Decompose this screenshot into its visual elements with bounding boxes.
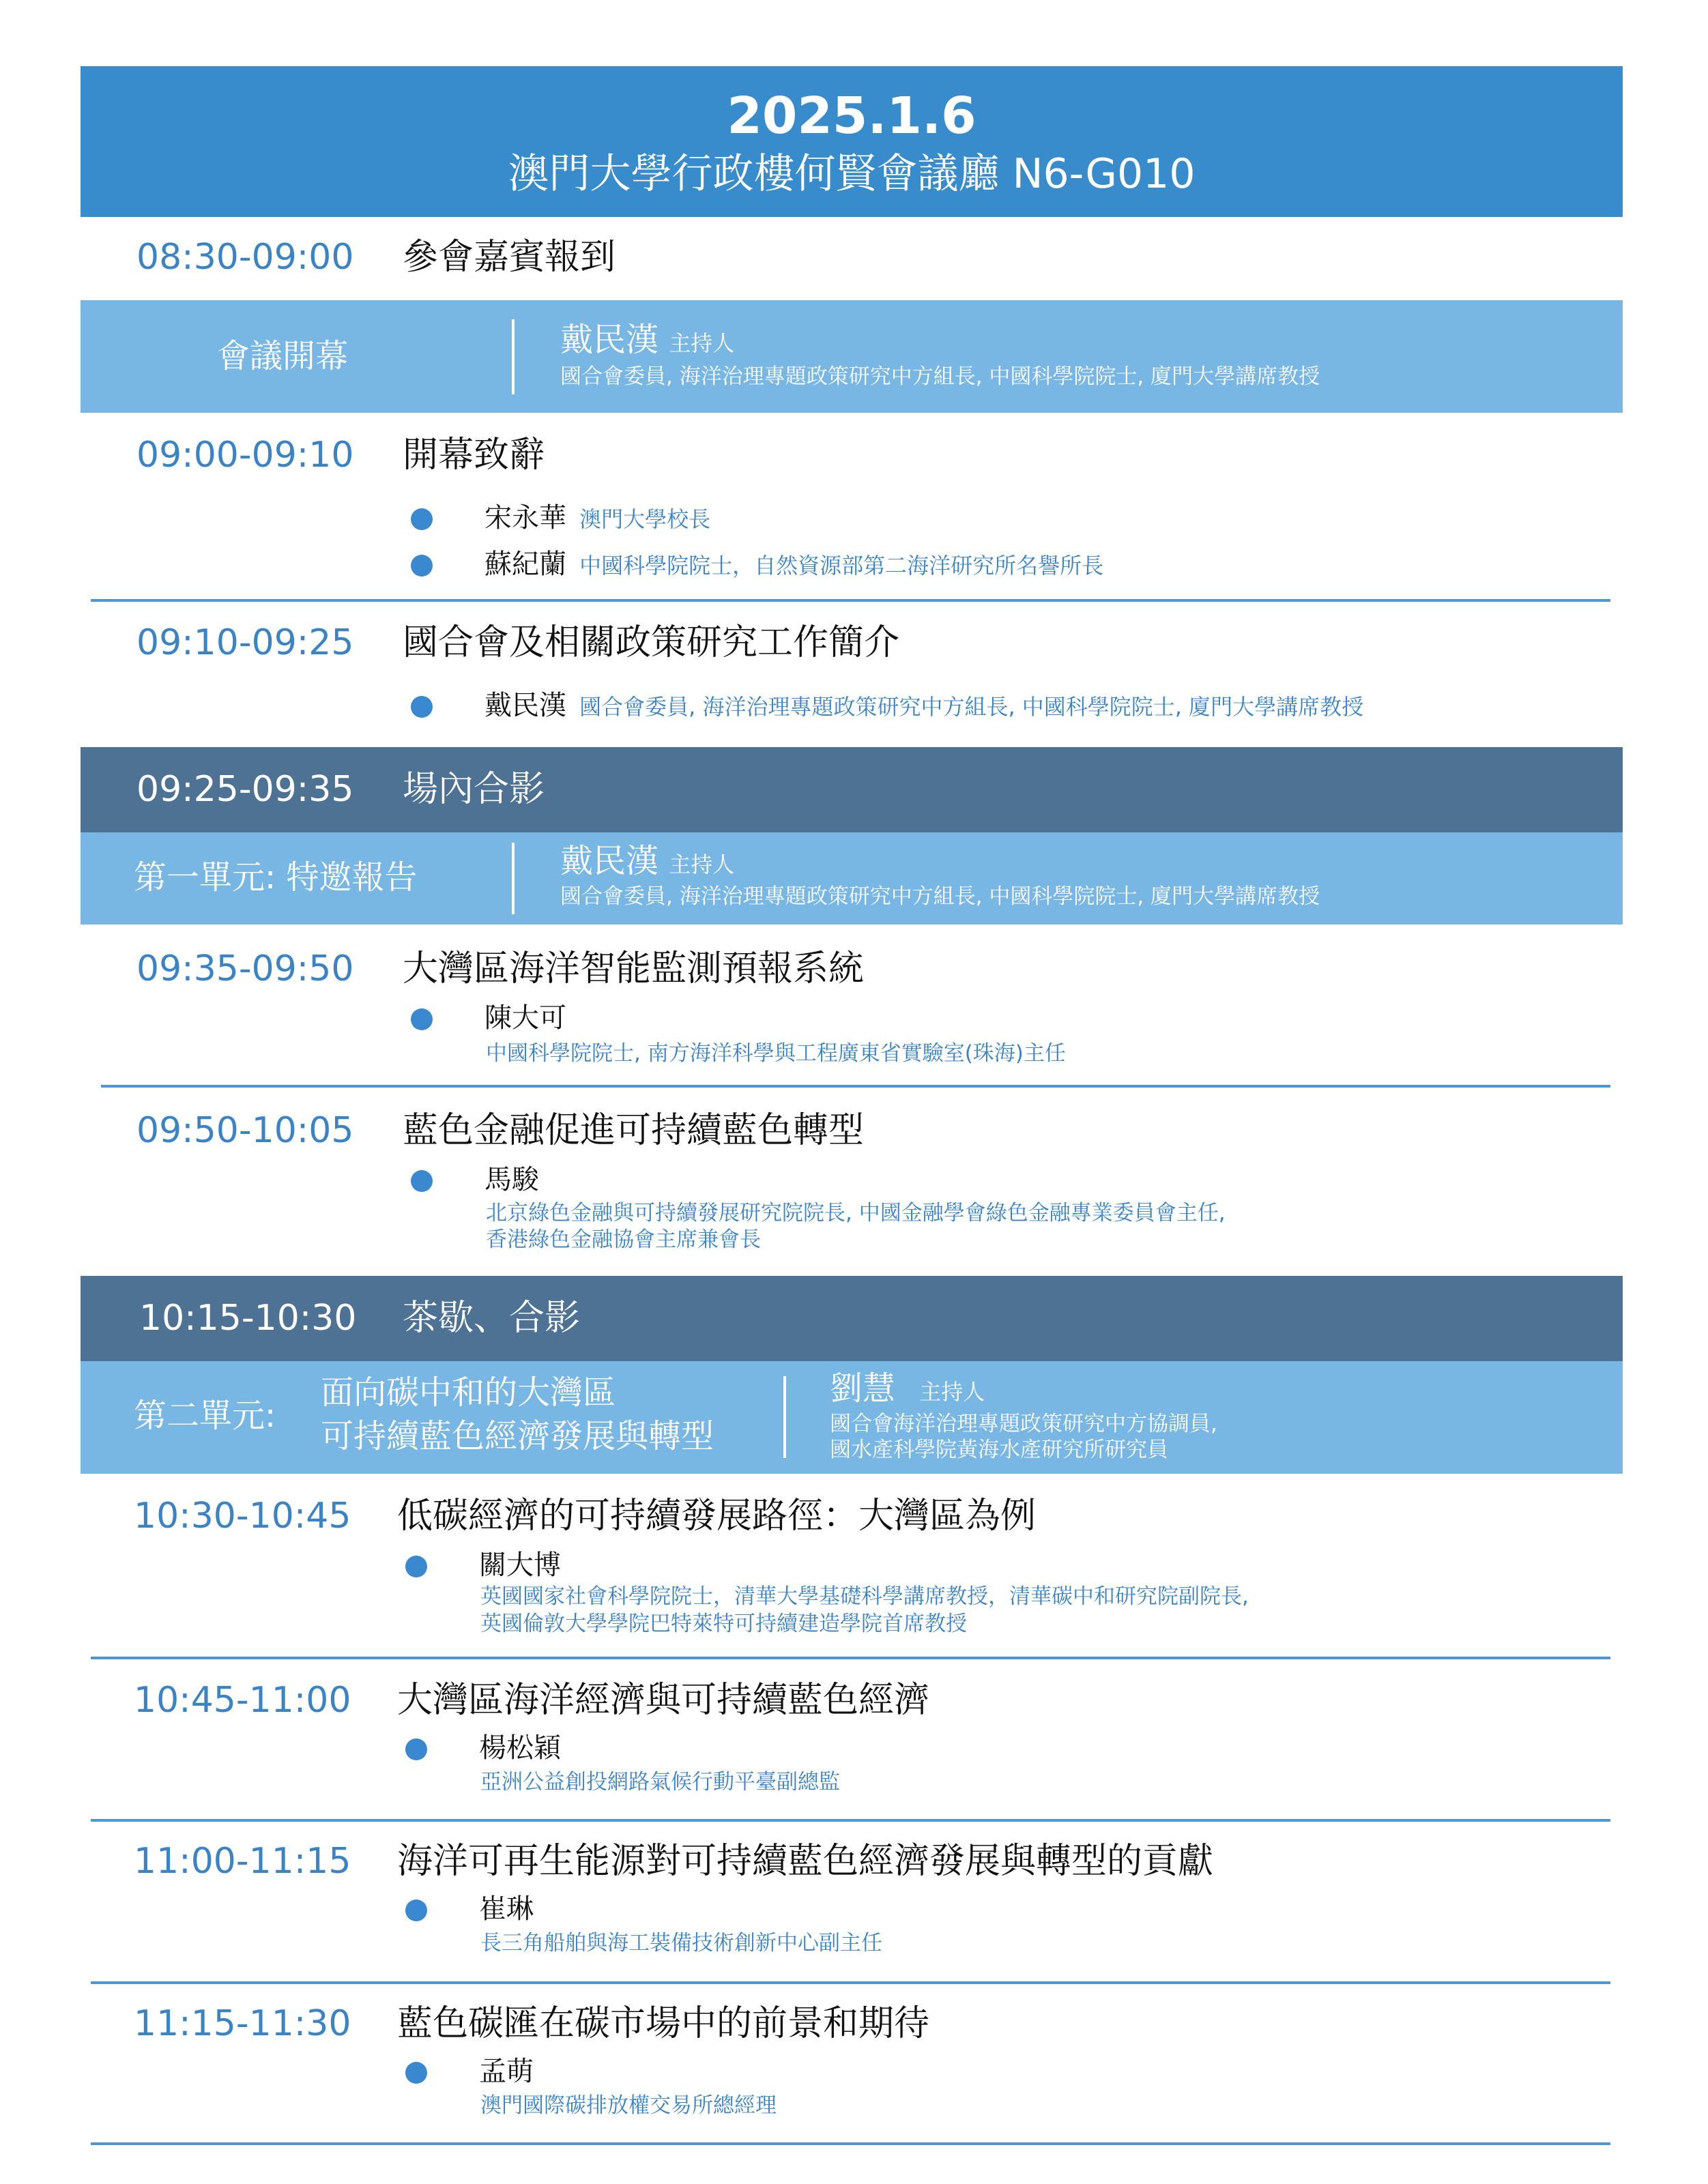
- separator-line: [91, 1657, 1610, 1659]
- unit2-label: 第二單元:: [134, 1397, 276, 1435]
- speaker-affiliation: 中國科學院院士, 南方海洋科學與工程廣東省實驗室(珠海)主任: [486, 1041, 1066, 1066]
- host-affiliation: 國合會委員, 海洋治理專題政策研究中方組長, 中國科學院院士, 廈門大學講席教授: [560, 884, 1320, 909]
- talk4-title: 大灣區海洋經濟與可持續藍色經濟: [397, 1680, 930, 1721]
- host-role: 主持人: [669, 851, 735, 877]
- speaker-affiliation: 中國科學院院士，自然資源部第二海洋研究所名譽所長: [579, 553, 1104, 579]
- photo-break-band: [81, 747, 1623, 832]
- bullet-icon: [405, 1556, 427, 1577]
- host-role: 主持人: [919, 1379, 985, 1405]
- speaker-name: 孟萌: [479, 2056, 534, 2087]
- speaker-affiliation: 國合會委員, 海洋治理專題政策研究中方組長, 中國科學院院士, 廈門大學講席教授: [579, 694, 1364, 720]
- speaker-affiliation: 澳門國際碳排放權交易所總經理: [480, 2093, 777, 2118]
- separator-line: [91, 599, 1610, 602]
- bullet-icon: [411, 508, 433, 530]
- opening-band: [81, 300, 1623, 413]
- host-role: 主持人: [669, 330, 735, 356]
- speaker-row: [484, 500, 710, 536]
- speaker-affiliation: 香港綠色金融協會主席兼會長: [486, 1227, 761, 1252]
- unit1-host: [560, 841, 734, 885]
- bullet-icon: [411, 1008, 433, 1030]
- speaker-name: 馬駿: [484, 1164, 539, 1195]
- bullet-icon: [405, 1738, 427, 1760]
- speaker-name: 關大博: [479, 1549, 561, 1581]
- talk1-time: 09:35-09:50: [136, 948, 354, 989]
- separator-line: [91, 1981, 1610, 1984]
- opening-speech-time: 09:00-09:10: [136, 435, 354, 476]
- speaker-name: 蘇紀蘭: [484, 549, 566, 580]
- host-affiliation: 國合會海洋治理專題政策研究中方協調員,: [830, 1412, 1217, 1436]
- intro-title: 國合會及相關政策研究工作簡介: [403, 622, 900, 663]
- talk6-title: 藍色碳匯在碳市場中的前景和期待: [397, 2003, 930, 2044]
- unit1-label: 第一單元: 特邀報告: [134, 858, 418, 897]
- bullet-icon: [411, 555, 433, 577]
- unit1-band: [81, 832, 1623, 924]
- bullet-icon: [405, 2062, 427, 2084]
- host-name: 劉慧: [830, 1369, 896, 1408]
- speaker-name: 陳大可: [484, 1002, 566, 1034]
- talk5-time: 11:00-11:15: [134, 1841, 351, 1882]
- tea-break-title: 茶歇、合影: [403, 1298, 581, 1339]
- separator-line: [91, 1819, 1610, 1822]
- bullet-icon: [405, 1899, 427, 1921]
- photo-break-title: 場內合影: [403, 769, 545, 810]
- talk5-title: 海洋可再生能源對可持續藍色經濟發展與轉型的貢獻: [397, 1841, 1214, 1882]
- talk3-title: 低碳經濟的可持續發展路徑：大灣區為例: [397, 1496, 1037, 1537]
- event-venue: 澳門大學行政樓何賢會議廳 N6-G010: [508, 150, 1196, 198]
- talk1-title: 大灣區海洋智能監測預報系統: [403, 948, 865, 989]
- speaker-name: 楊松穎: [479, 1732, 561, 1764]
- separator-line: [101, 1085, 1610, 1088]
- opening-label: 會議開幕: [217, 337, 349, 375]
- speaker-name: 宋永華: [484, 502, 566, 534]
- opening-host: [560, 319, 734, 364]
- intro-time: 09:10-09:25: [136, 622, 354, 663]
- separator-line: [91, 2142, 1610, 2145]
- host-affiliation: 國合會委員, 海洋治理專題政策研究中方組長, 中國科學院院士, 廈門大學講席教授: [560, 364, 1320, 389]
- talk2-title: 藍色金融促進可持續藍色轉型: [403, 1110, 865, 1151]
- speaker-affiliation: 澳門大學校長: [579, 506, 711, 532]
- speaker-name: 崔琳: [479, 1893, 534, 1925]
- bullet-icon: [411, 696, 433, 718]
- host-name: 戴民漢: [560, 321, 659, 359]
- unit2-subtitle: 可持續藍色經濟發展與轉型: [321, 1417, 714, 1455]
- speaker-row: [484, 547, 1103, 582]
- speaker-affiliation: 英國倫敦大學學院巴特萊特可持續建造學院首席教授: [480, 1612, 967, 1636]
- unit2-subtitle: 面向碳中和的大灣區: [321, 1373, 616, 1412]
- divider-bar: [512, 843, 515, 914]
- host-affiliation: 國水產科學院黃海水產研究所研究員: [830, 1438, 1168, 1462]
- divider-bar: [783, 1376, 786, 1458]
- speaker-name: 戴民漢: [484, 690, 566, 721]
- talk4-time: 10:45-11:00: [134, 1680, 351, 1721]
- tea-break-time: 10:15-10:30: [139, 1298, 357, 1339]
- speaker-affiliation: 長三角船舶與海工裝備技術創新中心副主任: [480, 1931, 882, 1955]
- unit2-band: [81, 1361, 1623, 1474]
- tea-break-band: [81, 1276, 1623, 1361]
- event-date: 2025.1.6: [727, 87, 976, 145]
- speaker-affiliation: 北京綠色金融與可持續發展研究院院長, 中國金融學會綠色金融專業委員會主任,: [486, 1201, 1226, 1225]
- divider-bar: [512, 319, 515, 394]
- host-name: 戴民漢: [560, 842, 659, 880]
- registration-time: 08:30-09:00: [136, 237, 354, 278]
- speaker-row: [484, 688, 1363, 723]
- header-banner: [81, 66, 1623, 217]
- talk3-time: 10:30-10:45: [134, 1496, 351, 1537]
- talk2-time: 09:50-10:05: [136, 1110, 354, 1151]
- speaker-affiliation: 亞洲公益創投網路氣候行動平臺副總監: [480, 1770, 840, 1794]
- bullet-icon: [411, 1170, 433, 1192]
- talk6-time: 11:15-11:30: [134, 2003, 351, 2044]
- unit2-host: [830, 1368, 985, 1412]
- registration-title: 參會嘉賓報到: [403, 237, 616, 278]
- opening-speech-title: 開幕致辭: [403, 435, 545, 476]
- speaker-affiliation: 英國國家社會科學院院士，清華大學基礎科學講席教授，清華碳中和研究院副院長,: [480, 1584, 1249, 1609]
- photo-break-time: 09:25-09:35: [136, 769, 354, 810]
